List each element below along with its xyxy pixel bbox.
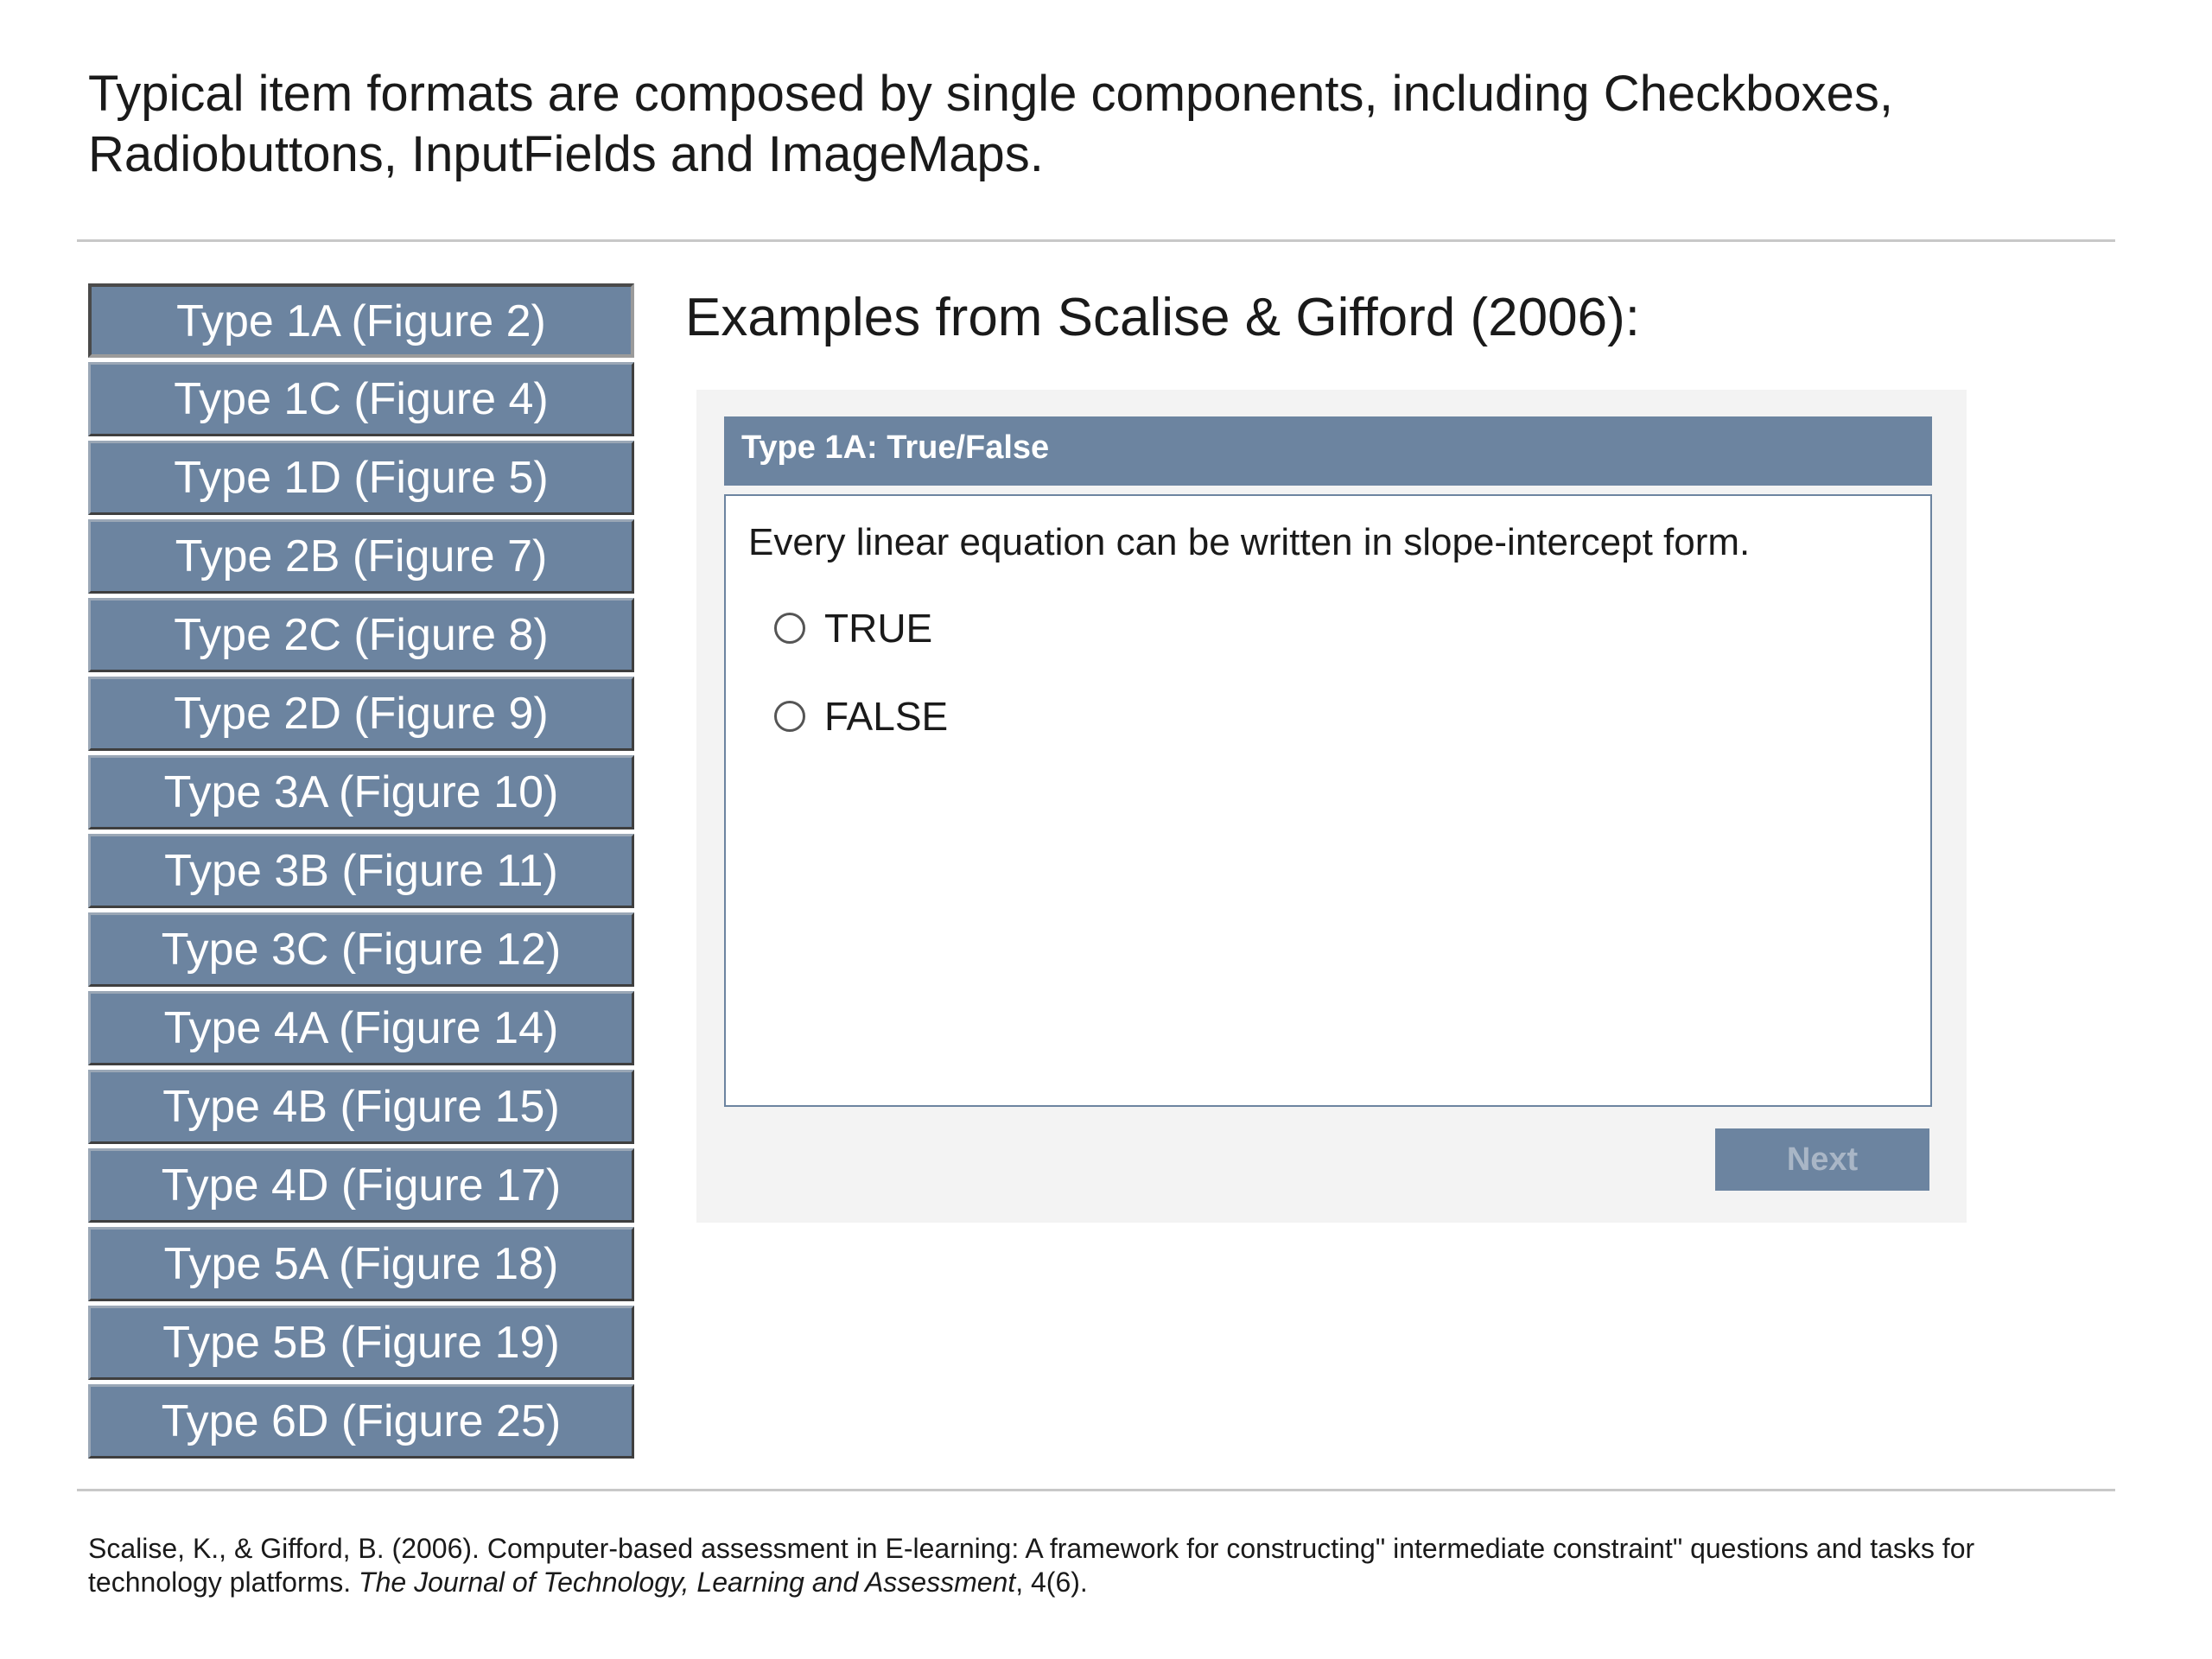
reference-journal: The Journal of Technology, Learning and Assessment [359,1567,1016,1598]
top-divider [77,239,2115,242]
nav-button-type-3b[interactable]: Type 3B (Figure 11) [88,834,634,908]
nav-button-type-5a[interactable]: Type 5A (Figure 18) [88,1227,634,1301]
next-button[interactable]: Next [1715,1128,1929,1191]
nav-button-type-4d[interactable]: Type 4D (Figure 17) [88,1148,634,1223]
reference-volume: , 4(6). [1015,1567,1088,1598]
question-text: Every linear equation can be written in slope-intercept form. [748,521,1751,563]
reference-citation [88,1532,2110,1599]
radio-button-true[interactable] [774,613,805,644]
nav-button-type-2b[interactable]: Type 2B (Figure 7) [88,519,634,594]
nav-button-type-4b[interactable]: Type 4B (Figure 15) [88,1070,634,1144]
nav-button-type-5b[interactable]: Type 5B (Figure 19) [88,1306,634,1380]
item-type-title: Type 1A: True/False [724,416,1932,486]
intro-text: Typical item formats are composed by single components, including Checkboxes, Radiobuttons, InputFields and ImageMaps. [88,66,1894,182]
radio-button-false[interactable] [774,701,805,732]
nav-button-type-1c[interactable]: Type 1C (Figure 4) [88,362,634,436]
option-true-label: TRUE [824,606,933,651]
option-true[interactable] [774,604,932,652]
option-false[interactable] [774,692,948,741]
nav-button-type-3c[interactable]: Type 3C (Figure 12) [88,912,634,987]
nav-button-type-1d[interactable]: Type 1D (Figure 5) [88,441,634,515]
nav-button-type-6d[interactable]: Type 6D (Figure 25) [88,1384,634,1459]
examples-heading: Examples from Scalise & Gifford (2006): [685,288,1640,347]
nav-button-type-1a[interactable]: Type 1A (Figure 2) [88,283,634,358]
item-content-box [724,494,1932,1107]
nav-button-type-3a[interactable]: Type 3A (Figure 10) [88,755,634,830]
nav-button-type-2d[interactable]: Type 2D (Figure 9) [88,677,634,751]
bottom-divider [77,1489,2115,1491]
reference-text: Scalise, K., & Gifford, B. (2006). Computer-based assessment in E-learning: A framework for constructing" intermediate constraint" questions and tasks for technology platforms. [88,1533,1975,1598]
nav-button-type-4a[interactable]: Type 4A (Figure 14) [88,991,634,1065]
type-navigation [88,283,634,1463]
item-preview-panel [696,390,1967,1223]
nav-button-type-2c[interactable]: Type 2C (Figure 8) [88,598,634,672]
option-false-label: FALSE [824,694,949,739]
